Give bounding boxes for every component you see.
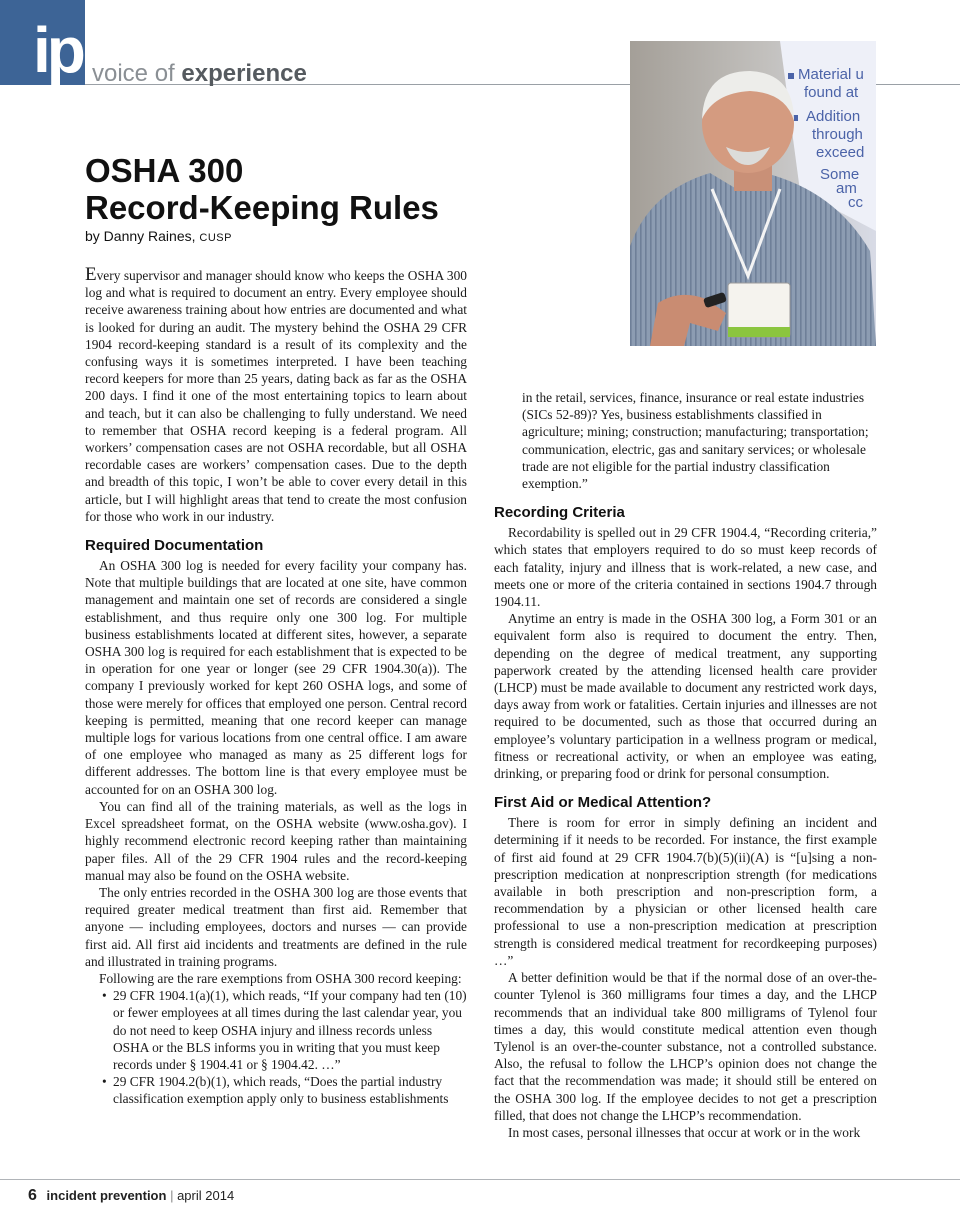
footer-divider bbox=[0, 1179, 960, 1180]
slide-text-4: through bbox=[812, 126, 863, 143]
title-line-2: Record-Keeping Rules bbox=[85, 189, 439, 226]
author-photo bbox=[630, 41, 876, 346]
intro-paragraph bbox=[85, 266, 467, 525]
slide-text-7: am bbox=[836, 180, 857, 197]
exemption-text: 29 CFR 1904.2(b)(1), which reads, “Does the partial industry classification exemption apply only to business establishments bbox=[113, 1074, 449, 1107]
heading-required-documentation: Required Documentation bbox=[85, 537, 264, 555]
section-tag-bold: experience bbox=[181, 60, 307, 87]
paragraph: Following are the rare exemptions from OSHA 300 record keeping: bbox=[99, 970, 462, 986]
section-tag-light: voice of bbox=[92, 60, 175, 87]
page-number: 6 bbox=[28, 1187, 37, 1204]
slide-text-2: found at bbox=[804, 84, 859, 101]
exemption-item bbox=[102, 987, 467, 1073]
exemption-list bbox=[85, 987, 467, 1107]
slide-text-8: cc bbox=[848, 194, 863, 211]
article-title bbox=[85, 152, 439, 226]
section-tag bbox=[92, 60, 307, 88]
exemption-continuation: in the retail, services, finance, insurance or real estate industries (SICs 52-89)? Yes, business establishments classified in agriculture; mining; construction; manufacturing; transportation; communication, electric, gas and sanitary services; or wholesale trade are not eligible for the partial industry classification exemption.” bbox=[522, 390, 869, 492]
exemption-item bbox=[102, 1073, 467, 1107]
right-column bbox=[494, 389, 877, 1141]
slide-text-1: Material u bbox=[798, 66, 864, 83]
slide-text-3: Addition bbox=[806, 108, 861, 125]
paragraph: You can find all of the training materials, as well as the logs in Excel spreadsheet format, on the OSHA website (www.osha.gov). I highly recommend electronic record keeping rather than maintaining paper files. All of the 29 CFR 1904 rules and the record-keeping manual may also be found on the OSHA website. bbox=[85, 798, 467, 883]
magazine-name: incident prevention bbox=[46, 1188, 167, 1203]
slide-text-6: Some bbox=[820, 166, 860, 183]
footer-separator: | bbox=[170, 1188, 174, 1203]
paragraph: Recordability is spelled out in 29 CFR 1904.4, “Recording criteria,” which states that employers required to do so must keep records of each fatality, injury and illness that is work-related, a new case, and meets one or more of the criteria contained in sections 1904.7 through 1904.11. bbox=[494, 525, 877, 610]
byline bbox=[85, 228, 232, 244]
heading-recording-criteria: Recording Criteria bbox=[494, 504, 625, 522]
paragraph: A better definition would be that if the normal dose of an over-the-counter Tylenol is 360 milligrams four times a day, and the LHCP recommends that an individual take 800 milligrams of Tylenol four times a day, this would constitute medical attention even though Tylenol is an over-the-counter substance, not a controlled substance. Also, the refusal to follow the LHCP’s opinion does not change the fact that the recommendation was made; it should still be entered on the OSHA 300 log. If the employee decides to not get a prescription filled, that does not change the LHCP’s recommendation. bbox=[494, 970, 877, 1123]
author-photo-illustration bbox=[630, 41, 876, 346]
paragraph: In most cases, personal illnesses that occur at work or in the work bbox=[508, 1124, 861, 1140]
slide-text-5: exceed bbox=[816, 144, 865, 161]
drop-cap: E bbox=[85, 264, 97, 285]
bullet-mark: • bbox=[102, 988, 107, 1004]
byline-author: by Danny Raines, bbox=[85, 228, 196, 244]
left-column bbox=[85, 266, 467, 1108]
byline-credential: CUSP bbox=[199, 232, 232, 244]
exemption-text: 29 CFR 1904.1(a)(1), which reads, “If your company had ten (10) or fewer employees at all times during the last calendar year, you do not need to keep OSHA injury and illness records unless OSHA or the BLS informs you in writing that you must keep records under § 1904.41 or § 1904.42. …” bbox=[113, 988, 467, 1072]
paragraph: The only entries recorded in the OSHA 300 log are those events that required greater medical treatment than first aid. Remember that anyone — including employees, doctors and nurses — can provide first aid. All first aid incidents and treatments are defined in the rule and illustrated in training programs. bbox=[85, 884, 467, 969]
heading-first-aid: First Aid or Medical Attention? bbox=[494, 794, 712, 812]
bullet-mark: • bbox=[102, 1074, 107, 1090]
page-footer bbox=[28, 1187, 234, 1205]
logo-text: ip bbox=[33, 14, 82, 86]
issue-date: april 2014 bbox=[177, 1188, 235, 1203]
intro-text: very supervisor and manager should know who keeps the OSHA 300 log and what is required to document an entry. Every employee should receive awareness training about how entries are documented and what is looked for during an audit. The mystery behind the OSHA 29 CFR 1904 record-keeping standard is a result of its complexity and the confusing ways it is sometimes interpreted. I have been teaching record keepers for more than 25 years, dating back as far as the OSHA 200 days. I find it one of the most entertaining topics to learn about and teach, but it can also be challenging to fully understand. We need to remember that OSHA record keeping is a federal program. All workers’ compensation cases are not OSHA recordable, but all OSHA recordable cases are workers’ compensation cases. Due to the depth and breadth of this topic, I won’t be able to cover every detail in this article, but I will highlight areas that tend to create the most confusion for those who work in our industry. bbox=[85, 268, 467, 524]
paragraph: Anytime an entry is made in the OSHA 300 log, a Form 301 or an equivalent form also is required to document the entry. Then, depending on the degree of medical treatment, any supporting paperwork created by the attending licensed health care provider (LHCP) must be made available to document any restricted work days, days away from work or fatalities. Certain injuries and illnesses are not required to be documented, such as those that occurred during an employee’s voluntary participation in a wellness program or medical, fitness or recreational activity, or when an employee was eating, drinking, or preparing food or drink for personal consumption. bbox=[494, 611, 877, 782]
paragraph: There is room for error in simply defining an incident and determining if it needs to be recorded. For instance, the first example of first aid found at 29 CFR 1904.7(b)(5)(ii)(A) is “[u]sing a non-prescription medication at nonprescription strength (for medications available in both prescription and non-prescription form, a recommendation by a physician or other licensed health care professional to use a non-prescription medication at prescription strength is considered medical treatment for recordkeeping purposes) …” bbox=[494, 815, 877, 968]
title-line-1: OSHA 300 bbox=[85, 152, 244, 189]
paragraph: An OSHA 300 log is needed for every facility your company has. Note that multiple buildings that are located at one site, have common management and maintain one set of records are considered a single establishment, and thus require only one 300 log. For multiple business establishments located at different sites, however, a separate OSHA 300 log is required for each establishment that is expected to be in operation for one year or longer (see 29 CFR 1904.30(a)). The company I previously worked for kept 260 OSHA logs, and some of those were merely for offices that employed one person. Central record keeping is permitted, meaning that one record keeper can manage multiple logs for various locations from one central office. I am aware of one employee who managed as many as 25 different logs for different addresses. The bottom line is that every employee must be accounted for on an OSHA 300 log. bbox=[85, 558, 467, 797]
